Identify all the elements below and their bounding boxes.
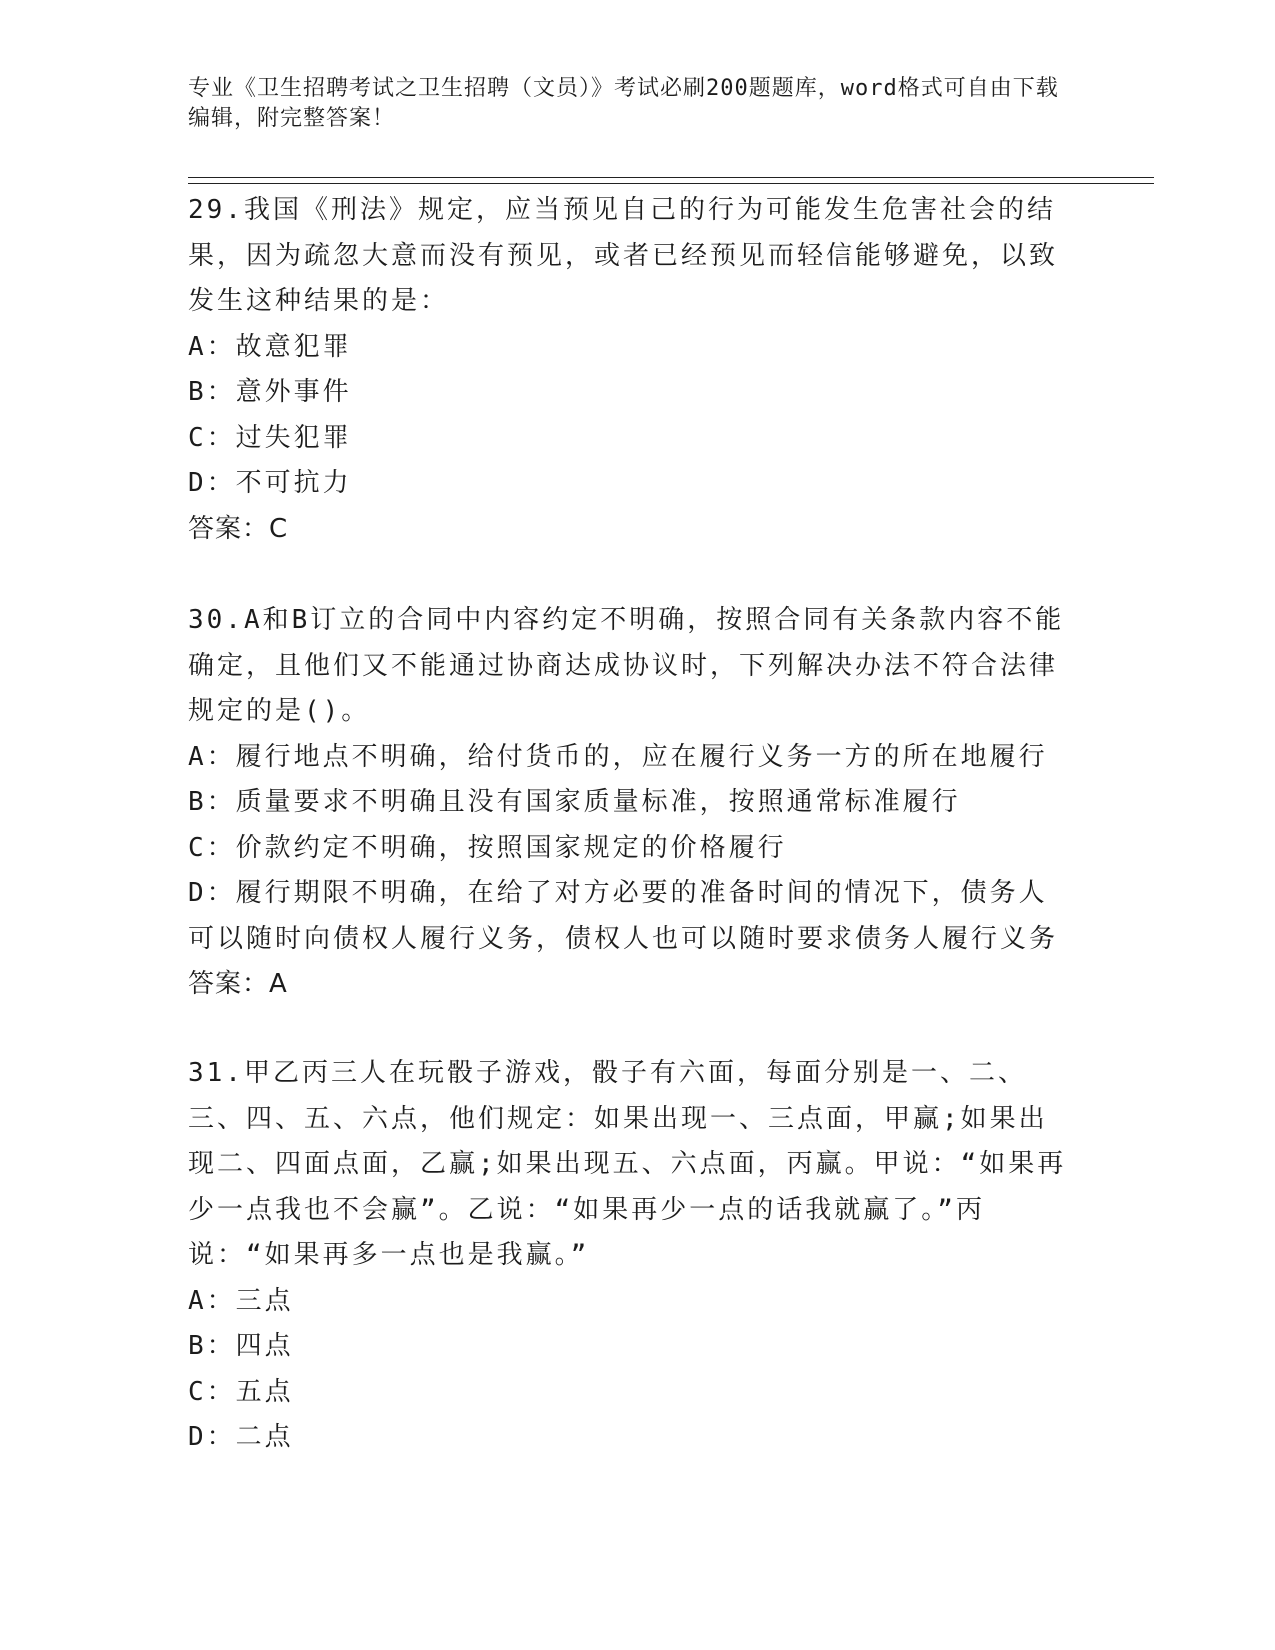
option-c: C：价款约定不明确，按照国家规定的价格履行	[188, 832, 787, 863]
document-header	[188, 74, 1068, 134]
question-text: 31.甲乙丙三人在玩骰子游戏，骰子有六面，每面分别是一、二、三、四、五、六点，他们规定：如果出现一、三点面，甲赢;如果出现二、四面点面，乙赢;如果出现五、六点面，丙赢。甲说：“如果再少一点我也不会赢”。乙说：“如果再少一点的话我就赢了。”丙说：“如果再多一点也是我赢。”	[188, 1058, 1067, 1270]
option-b: B：四点	[188, 1331, 294, 1361]
answer: 答案：C	[188, 513, 289, 544]
option-a: A：故意犯罪	[188, 331, 352, 362]
option-a: A：履行地点不明确，给付货币的，应在履行义务一方的所在地履行	[188, 741, 1048, 772]
answer: 答案：A	[188, 969, 288, 999]
header-intro: 专业《卫生招聘考试之卫生招聘（文员）》考试必刷200题题库，word格式可自由下载编辑，附完整答案！	[188, 76, 1059, 131]
question-text: 29.我国《刑法》规定，应当预见自己的行为可能发生危害社会的结果，因为疏忽大意而没有预见，或者已经预见而轻信能够避免，以致发生这种结果的是：	[188, 195, 1059, 316]
option-d: D：履行期限不明确，在给了对方必要的准备时间的情况下，债务人可以随时向债权人履行义务，债权人也可以随时要求债务人履行义务	[188, 878, 1059, 954]
question-30	[188, 598, 1068, 1008]
option-c: C：五点	[188, 1376, 294, 1407]
question-29	[188, 188, 1068, 552]
option-c: C：过失犯罪	[188, 422, 352, 453]
question-text: 30.A和B订立的合同中内容约定不明确，按照合同有关条款内容不能确定，且他们又不能通过协商达成协议时，下列解决办法不符合法律规定的是()。	[188, 605, 1065, 726]
option-d: D：二点	[188, 1422, 294, 1452]
question-31	[188, 1051, 1068, 1461]
option-b: B：质量要求不明确且没有国家质量标准，按照通常标准履行	[188, 787, 961, 817]
option-b: B：意外事件	[188, 377, 352, 407]
option-a: A：三点	[188, 1285, 294, 1316]
header-divider	[188, 177, 1154, 184]
option-d: D：不可抗力	[188, 468, 352, 498]
